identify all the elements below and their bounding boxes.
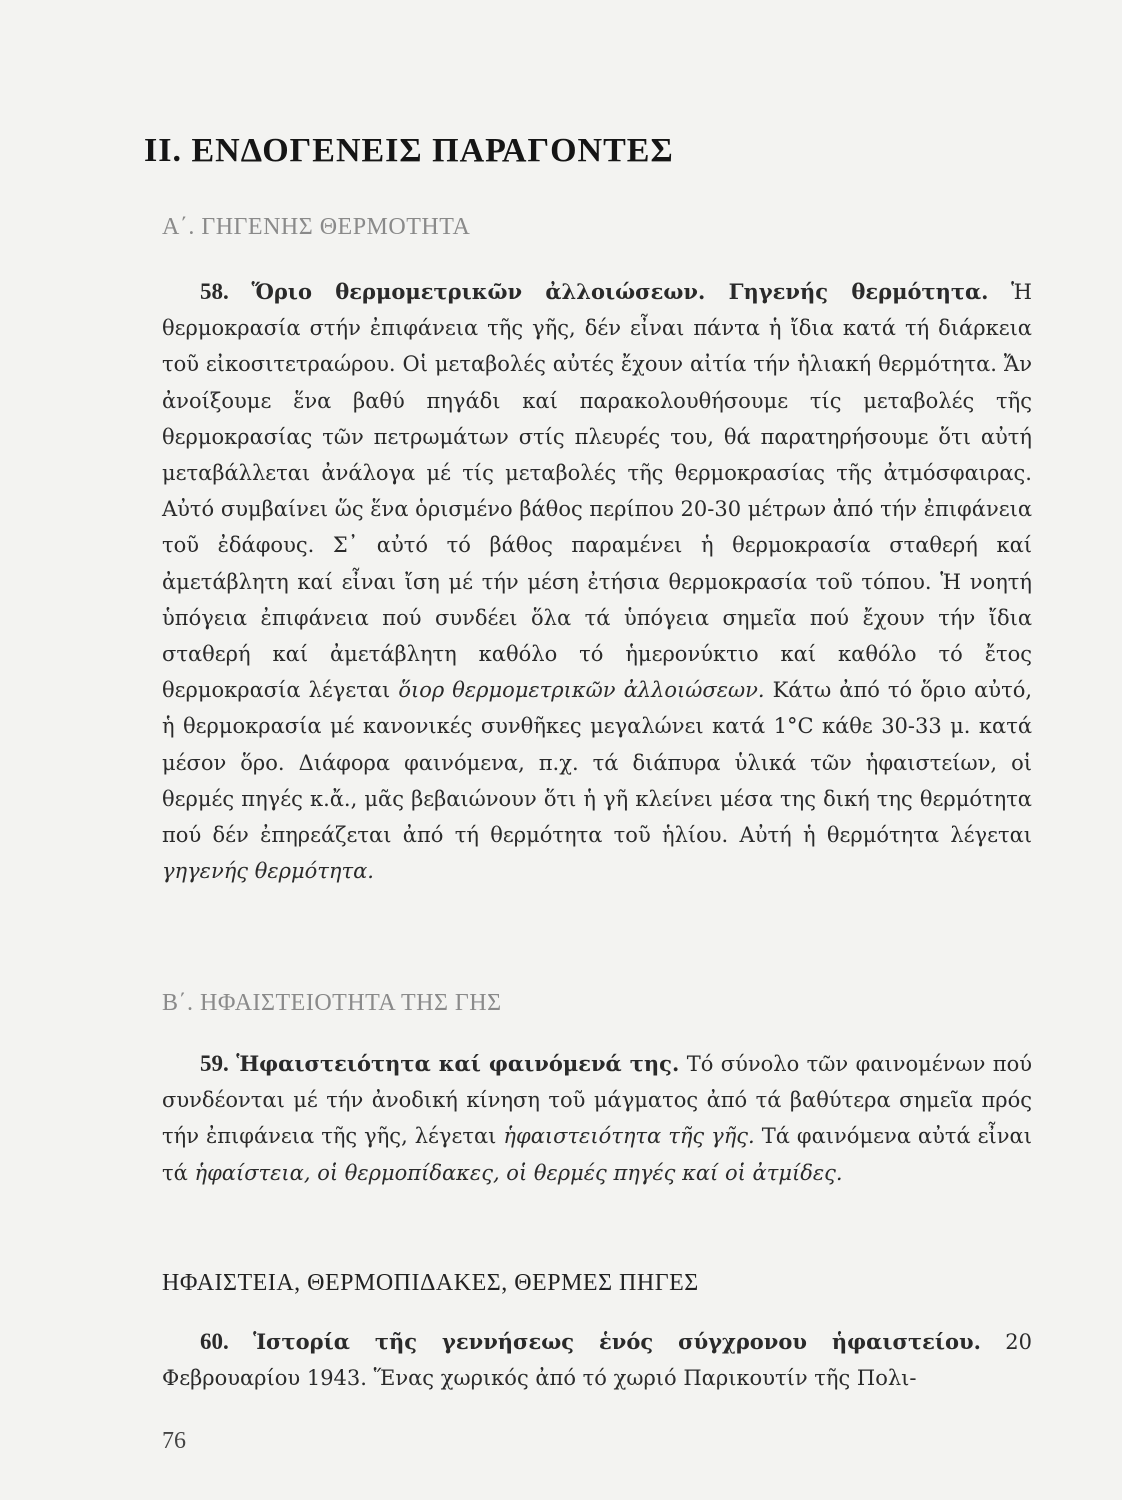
paragraph-59: [162, 1046, 1032, 1191]
paragraph-text: Τό σύνολο τῶν φαινομένων πού συνδέονται μέ τήν ἀνοδική κίνηση τοῦ μάγματος ἀπό τά βαθύτερα σημεῖα πρός τήν ἐπιφάνεια τῆς γῆς, λέγεται: [162, 1052, 1032, 1149]
paragraph-number: 59.: [200, 1051, 229, 1076]
paragraph-text: Κάτω ἀπό τό ὅριο αὐτό, ἡ θερμοκρασία μέ κανονικές συνθῆκες μεγαλώνει κατά 1°C κάθε 30-33 μ. κατά μέσον ὅρο. Διάφορα φαινόμενα, π.χ. τά διάπυρα ὑλικά τῶν ἡφαιστείων, οἱ θερμές πηγές κ.ἄ., μᾶς βεβαιώνουν ὅτι ἡ γῆ κλείνει μέσα της δική της θερμότητα πού δέν ἐπηρεάζεται ἀπό τή θερμότητα τοῦ ἡλίου. Αὐτή ἡ θερμότητα λέγεται: [162, 678, 1033, 848]
paragraph-number: 58.: [200, 279, 229, 304]
paragraph-60: [162, 1324, 1032, 1396]
italic-term: γηγενής θερμότητα.: [162, 859, 374, 884]
paragraph-number: 60.: [200, 1329, 229, 1354]
paragraph-58: [162, 274, 1032, 889]
sub-heading: ΗΦΑΙΣΤΕΙΑ, ΘΕΡΜΟΠΙΔΑΚΕΣ, ΘΕΡΜΕΣ ΠΗΓΕΣ: [162, 1270, 699, 1296]
italic-term: ἡφαίστεια, οἱ θερμοπίδακες, οἱ θερμές πηγές καί οἱ ἀτμίδες.: [194, 1160, 843, 1185]
page-number: 76: [162, 1428, 186, 1454]
chapter-title: II. ΕΝΔΟΓΕΝΕΙΣ ΠΑΡΑΓΟΝΤΕΣ: [144, 132, 674, 169]
paragraph-text: Τά φαινόμενα αὐτά εἶναι τά: [162, 1124, 1032, 1185]
paragraph-heading: Ἱστορία τῆς γεννήσεως ἑνός σύγχρονου ἡφαιστείου.: [253, 1329, 981, 1354]
paragraph-text: Ἡ θερμοκρασία στήν ἐπιφάνεια τῆς γῆς, δέν εἶναι πάντα ἡ ἴδια κατά τή διάρκεια τοῦ εἰκοσιτετραώρου. Οἱ μεταβολές αὐτές ἔχουν αἰτία τήν ἡλιακή θερμότητα. Ἄν ἀνοίξουμε ἕνα βαθύ πηγάδι καί παρακολουθήσουμε τίς μεταβολές τῆς θερμοκρασίας τῶν πετρωμάτων στίς πλευρές του, θά παρατηρήσουμε ὅτι αὐτή μεταβάλλεται ἀνάλογα μέ τίς μεταβολές τῆς θερμοκρασίας τῆς ἀτμόσφαιρας. Αὐτό συμβαίνει ὥς ἕνα ὁρισμένο βάθος περίπου 20-30 μέτρων ἀπό τήν ἐπιφάνεια τοῦ ἐδάφους. Σ᾽ αὐτό τό βάθος παραμένει ἡ θερμοκρασία σταθερή καί ἀμετάβλητη καί εἶναι ἴση μέ τήν μέση ἐτήσια θερμοκρασία τοῦ τόπου. Ἡ νοητή ὑπόγεια ἐπιφάνεια πού συνδέει ὅλα τά ὑπόγεια σημεῖα πού ἔχουν τήν ἴδια σταθερή καί ἀμετάβλητη καθόλο τό ἡμερονύκτιο καί καθόλο τό ἔτος θερμοκρασία λέγεται: [162, 280, 1033, 703]
paragraph-text: 20 Φεβρουαρίου 1943. Ἕνας χωρικός ἀπό τό χωριό Παρικουτίν τῆς Πολι-: [162, 1330, 1032, 1391]
section-heading-a: Α΄. ΓΗΓΕΝΗΣ ΘΕΡΜΟΤΗΤΑ: [162, 214, 471, 240]
paragraph-heading: Ἡφαιστειότητα καί φαινόμενά της.: [236, 1051, 680, 1076]
section-heading-b: Β΄. ΗΦΑΙΣΤΕΙΟΤΗΤΑ ΤΗΣ ΓΗΣ: [162, 990, 502, 1016]
paragraph-heading: Ὅριο θερμομετρικῶν ἀλλοιώσεων. Γηγενής θερμότητα.: [251, 279, 989, 304]
book-page: [144, 0, 1033, 1500]
italic-term: ἡφαιστειότητα τῆς γῆς.: [503, 1124, 755, 1149]
italic-term: ὅιορ θερμομετρικῶν ἀλλοιώσεων.: [398, 678, 765, 703]
